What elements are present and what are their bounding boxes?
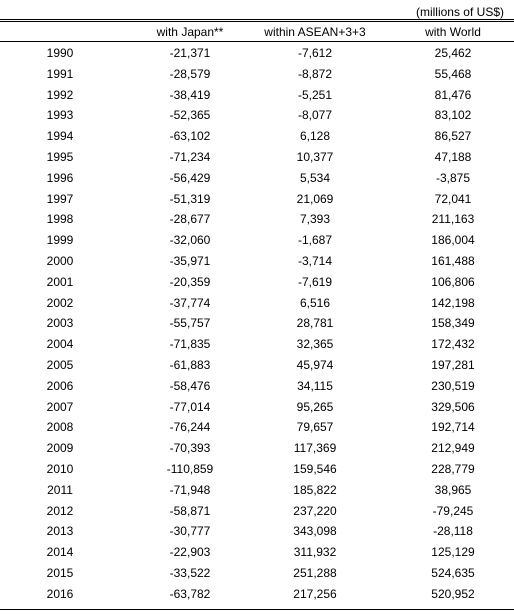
cell-with-japan: -55,757 (169, 316, 211, 331)
cell-year: 1994 (46, 129, 74, 144)
cell-with-japan: -35,971 (169, 253, 211, 268)
cell-within-asean: -7,619 (297, 274, 333, 289)
cell-within-asean: 343,098 (293, 524, 337, 539)
table-row (0, 585, 514, 606)
cell-with-world: -3,875 (435, 170, 471, 185)
cell-with-japan: -63,782 (169, 586, 211, 601)
cell-within-asean: 311,932 (293, 545, 337, 560)
table-row (0, 377, 514, 398)
cell-year: 1998 (46, 212, 74, 227)
cell-within-asean: -1,687 (297, 233, 333, 248)
cell-with-world: 106,806 (431, 274, 475, 289)
cell-with-world: 55,468 (434, 66, 472, 81)
cell-year: 2010 (46, 461, 74, 476)
table-row (0, 190, 514, 211)
table-row (0, 564, 514, 585)
table-row (0, 481, 514, 502)
cell-with-japan: -77,014 (169, 399, 211, 414)
table-row (0, 210, 514, 231)
header-within-asean: within ASEAN+3+3 (264, 25, 366, 39)
cell-within-asean: 117,369 (293, 441, 337, 456)
cell-with-world: 142,198 (431, 295, 475, 310)
cell-within-asean: 5,534 (299, 170, 331, 185)
cell-within-asean: -5,251 (297, 87, 333, 102)
cell-with-world: 524,635 (431, 565, 475, 580)
cell-within-asean: 251,288 (293, 565, 337, 580)
cell-year: 2004 (46, 337, 74, 352)
cell-with-world: 192,714 (431, 420, 475, 435)
table-row (0, 522, 514, 543)
cell-with-japan: -52,365 (169, 108, 211, 123)
table-row (0, 418, 514, 439)
table-row (0, 543, 514, 564)
cell-within-asean: -3,714 (297, 253, 333, 268)
cell-with-japan: -32,060 (169, 233, 211, 248)
cell-within-asean: 6,516 (299, 295, 331, 310)
cell-within-asean: 79,657 (296, 420, 334, 435)
cell-year: 1997 (46, 191, 74, 206)
cell-with-world: 38,965 (434, 482, 472, 497)
cell-with-world: 172,432 (431, 337, 475, 352)
cell-within-asean: -8,872 (297, 66, 333, 81)
header-with-world: with World (425, 25, 481, 39)
table-row (0, 252, 514, 273)
cell-within-asean: 21,069 (296, 191, 334, 206)
cell-year: 2014 (46, 545, 74, 560)
cell-year: 2012 (46, 503, 74, 518)
cell-with-japan: -56,429 (169, 170, 211, 185)
cell-with-world: 161,488 (431, 253, 475, 268)
table-row (0, 44, 514, 65)
cell-year: 2008 (46, 420, 74, 435)
cell-year: 2016 (46, 586, 74, 601)
cell-with-world: 228,779 (431, 461, 475, 476)
cell-with-japan: -58,476 (169, 378, 211, 393)
cell-with-japan: -110,859 (166, 461, 214, 476)
cell-with-japan: -33,522 (169, 565, 211, 580)
cell-within-asean: 217,256 (293, 586, 337, 601)
cell-year: 1999 (46, 233, 74, 248)
cell-with-world: 211,163 (431, 212, 475, 227)
cell-year: 2000 (46, 253, 74, 268)
table-row (0, 273, 514, 294)
header-with-japan: with Japan** (156, 25, 224, 39)
cell-with-japan: -38,419 (169, 87, 211, 102)
cell-year: 2003 (46, 316, 74, 331)
cell-year: 1990 (46, 46, 74, 60)
table-row (0, 127, 514, 148)
cell-with-world: 125,129 (431, 545, 475, 560)
header-rule (0, 41, 514, 42)
cell-year: 2011 (47, 482, 73, 497)
cell-year: 2001 (46, 274, 74, 289)
cell-with-world: 158,349 (431, 316, 475, 331)
cell-with-world: 83,102 (434, 108, 472, 123)
cell-with-japan: -70,393 (169, 441, 211, 456)
cell-year: 1993 (46, 108, 74, 123)
cell-with-world: 186,004 (431, 233, 475, 248)
cell-with-japan: -21,371 (169, 46, 211, 60)
cell-with-japan: -71,948 (169, 482, 211, 497)
cell-year: 1991 (46, 66, 74, 81)
cell-within-asean: -8,077 (297, 108, 333, 123)
table-row (0, 148, 514, 169)
cell-with-japan: -51,319 (169, 191, 211, 206)
cell-with-world: 86,527 (434, 129, 472, 144)
cell-with-world: 520,952 (431, 586, 475, 601)
cell-with-japan: -20,359 (169, 274, 211, 289)
table-row (0, 314, 514, 335)
cell-year: 2009 (46, 441, 74, 456)
cell-with-japan: -37,774 (169, 295, 211, 310)
cell-within-asean: 28,781 (296, 316, 334, 331)
cell-with-world: 72,041 (434, 191, 472, 206)
cell-within-asean: 95,265 (296, 399, 334, 414)
cell-with-world: 25,462 (434, 46, 472, 60)
cell-year: 1996 (46, 170, 74, 185)
cell-year: 2002 (46, 295, 74, 310)
table-body (0, 44, 514, 606)
cell-year: 1995 (46, 149, 74, 164)
cell-within-asean: 6,128 (299, 129, 331, 144)
table-row (0, 335, 514, 356)
cell-with-japan: -58,871 (169, 503, 211, 518)
cell-within-asean: 10,377 (296, 149, 334, 164)
cell-with-japan: -22,903 (169, 545, 211, 560)
cell-within-asean: 237,220 (293, 503, 337, 518)
cell-with-japan: -28,677 (169, 212, 211, 227)
cell-within-asean: 185,822 (293, 482, 337, 497)
table-row (0, 231, 514, 252)
top-rule (0, 19, 514, 20)
cell-with-world: 81,476 (434, 87, 472, 102)
table-row (0, 294, 514, 315)
table-row (0, 86, 514, 107)
cell-within-asean: 32,365 (296, 337, 334, 352)
cell-year: 2006 (46, 378, 74, 393)
cell-year: 2015 (46, 565, 74, 580)
cell-year: 2005 (46, 357, 74, 372)
cell-with-world: 47,188 (434, 149, 472, 164)
table-row (0, 169, 514, 190)
cell-year: 1992 (46, 87, 74, 102)
cell-within-asean: 159,546 (293, 461, 337, 476)
cell-with-japan: -61,883 (169, 357, 211, 372)
cell-year: 2007 (46, 399, 74, 414)
cell-year: 2013 (46, 524, 74, 539)
cell-with-world: 197,281 (431, 357, 475, 372)
table-row (0, 502, 514, 523)
cell-with-japan: -28,579 (169, 66, 211, 81)
cell-with-japan: -76,244 (169, 420, 211, 435)
table-row (0, 106, 514, 127)
table-row (0, 460, 514, 481)
cell-with-world: -28,118 (433, 524, 473, 539)
cell-with-japan: -71,835 (169, 337, 211, 352)
cell-with-japan: -71,234 (169, 149, 211, 164)
cell-with-world: -79,245 (432, 503, 474, 518)
cell-within-asean: -7,612 (297, 46, 333, 60)
table-row (0, 439, 514, 460)
table-row (0, 65, 514, 86)
top-rule-double (0, 21, 514, 22)
cell-with-world: 212,949 (431, 441, 475, 456)
cell-within-asean: 7,393 (299, 212, 331, 227)
cell-with-japan: -63,102 (169, 129, 211, 144)
units-note: (millions of US$) (415, 5, 504, 19)
cell-within-asean: 45,974 (296, 357, 334, 372)
table-row (0, 398, 514, 419)
cell-within-asean: 34,115 (297, 378, 333, 393)
table-header (0, 24, 514, 40)
cell-with-world: 230,519 (431, 378, 475, 393)
bottom-rule (0, 609, 514, 610)
table-row (0, 356, 514, 377)
cell-with-world: 329,506 (431, 399, 475, 414)
cell-with-japan: -30,777 (169, 524, 211, 539)
